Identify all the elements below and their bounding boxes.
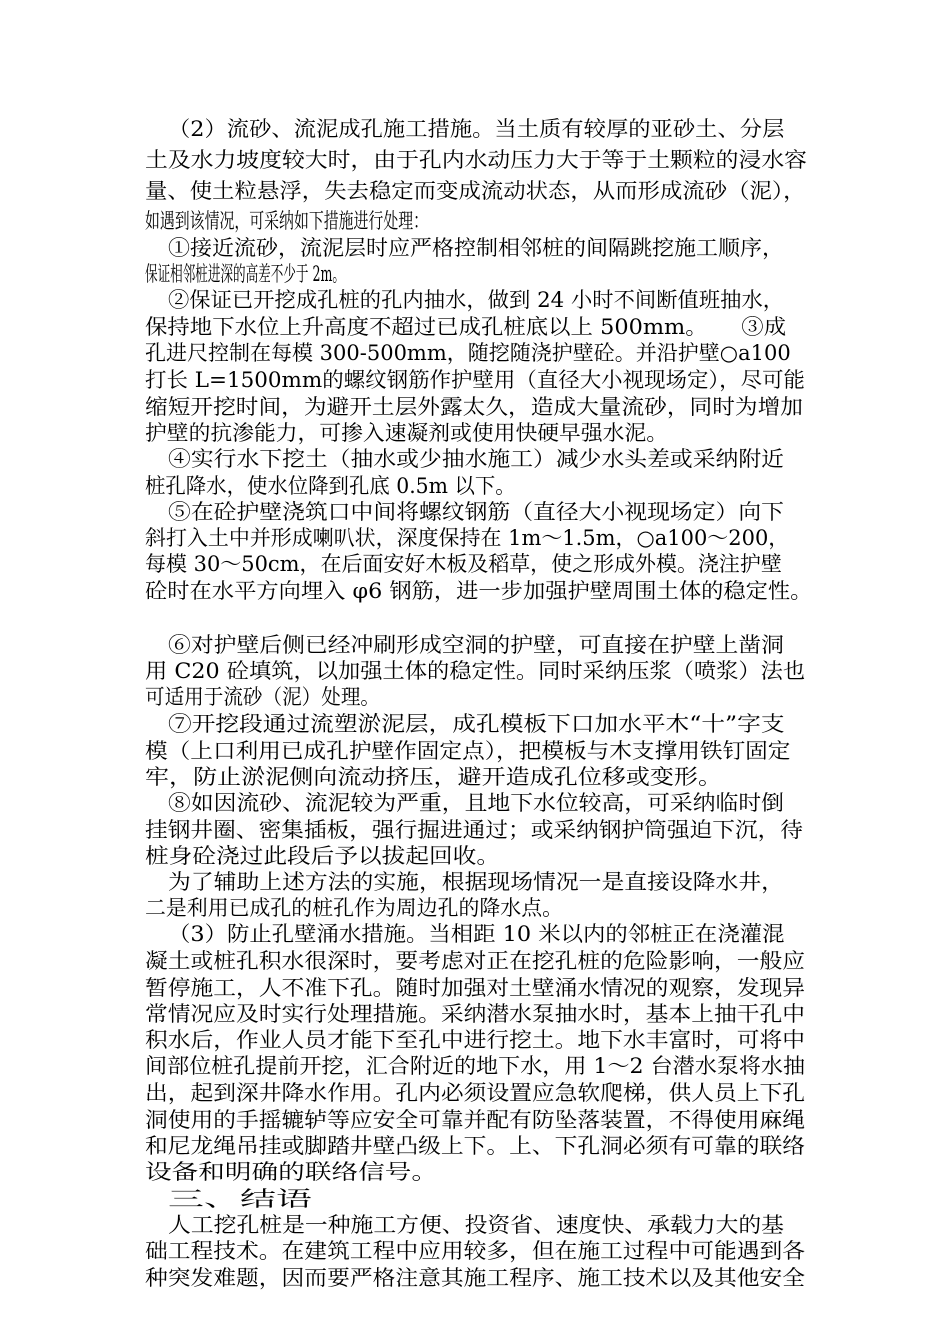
- text-line: 斜打入土中并形成喇叭状，深度保持在 1m～1.5m，○a100～200，: [145, 526, 790, 550]
- text-line: 每模 30～50cm，在后面安好木板及稻草，使之形成外模。浇注护壁: [145, 552, 782, 576]
- text-line: 积水后，作业人员才能下至孔中进行挖土。地下水丰富时，可将中: [145, 1028, 805, 1052]
- text-line: 保持地下水位上升高度不超过已成孔桩底以上 500mm。 ③成: [145, 315, 787, 339]
- text-line: 牢，防止淤泥侧向流动挤压，避开造成孔位移或变形。: [145, 765, 722, 789]
- text-line: 模（上口利用已成孔护壁作固定点），把模板与木支撑用铁钉固定: [145, 739, 791, 763]
- text-line: 缩短开挖时间，为避开土层外露太久，造成大量流砂，同时为增加: [145, 395, 803, 419]
- text-line: 桩孔降水，使水位降到孔底 0.5m 以下。: [145, 474, 516, 498]
- text-line: ②保证已开挖成孔桩的孔内抽水，做到 24 小时不间断值班抽水，: [168, 288, 785, 312]
- text-line: 可适用于流砂（泥）处理。: [145, 685, 380, 709]
- text-line: 和尼龙绳吊挂或脚踏井壁凸级上下。上、下孔洞必须有可靠的联络: [145, 1134, 805, 1158]
- text-line: ④实行水下挖土（抽水或少抽水施工）减少水头差或采纳附近: [168, 447, 784, 471]
- text-line: 如遇到该情况，可采纳如下措施进行处理：: [145, 209, 428, 233]
- text-line: 为了辅助上述方法的实施，根据现场情况一是直接设降水井，: [168, 870, 784, 894]
- text-line: （3）防止孔壁涌水措施。当相距 10 米以内的邻桩正在浇灌混: [168, 922, 785, 946]
- text-line: 桩身砼浇过此段后予以拔起回收。: [145, 844, 500, 868]
- text-line: 二是利用已成孔的桩孔作为周边孔的降水点。: [145, 896, 563, 920]
- text-line: 用 C20 砼填筑，以加强土体的稳定性。同时采纳压浆（喷浆）法也: [145, 659, 806, 683]
- text-line: 土及水力坡度较大时，由于孔内水动压力大于等于土颗粒的浸水容: [145, 148, 807, 172]
- text-line: ①接近流砂，流泥层时应严格控制相邻桩的间隔跳挖施工顺序，: [168, 236, 785, 260]
- text-line: 出，起到深井降水作用。孔内必须设置应急软爬梯，供人员上下孔: [145, 1081, 805, 1105]
- text-line: 洞使用的手摇辘轳等应安全可靠并配有防坠落装置，不得使用麻绳: [145, 1108, 805, 1132]
- text-line: 常情况应及时实行处理措施。采纳潜水泵抽水时，基本上抽干孔中: [145, 1002, 805, 1026]
- text-line: 挂钢井圈、密集插板，强行掘进通过；或采纳钢护筒强迫下沉，待: [145, 818, 803, 842]
- text-line: 砼时在水平方向埋入 φ6 钢筋，进一步加强护壁周围土体的稳定性。: [145, 579, 813, 603]
- text-line: 种突发难题，因而要严格注意其施工程序、施工技术以及其他安全: [145, 1266, 805, 1290]
- text-line: 设备和明确的联络信号。: [145, 1160, 438, 1184]
- text-line: 打长 L=1500mm的螺纹钢筋作护壁用（直径大小视现场定），尽可能: [145, 368, 805, 392]
- text-line: ⑤在砼护壁浇筑口中间将螺纹钢筋（直径大小视现场定）向下: [168, 500, 784, 524]
- text-line: 凝土或桩孔积水很深时，要考虑对正在挖孔桩的危险影响，一般应: [145, 949, 805, 973]
- text-line: ⑧如因流砂、流泥较为严重，且地下水位较高，可采纳临时倒: [168, 791, 784, 815]
- text-line: ⑦开挖段通过流塑淤泥层，成孔模板下口加水平木“十”字支: [168, 712, 785, 736]
- text-line: 础工程技术。在建筑工程中应用较多，但在施工过程中可能遇到各: [145, 1239, 805, 1263]
- text-line: 护壁的抗渗能力，可掺入速凝剂或使用快硬早强水泥。: [145, 421, 668, 445]
- text-line: ⑥对护壁后侧已经冲刷形成空洞的护壁，可直接在护壁上凿洞: [168, 633, 784, 657]
- text-line: 孔进尺控制在每模 300-500mm，随挖随浇护壁砼。并沿护壁○a100: [145, 341, 791, 365]
- text-line: （2）流砂、流泥成孔施工措施。当土质有较厚的亚砂土、分层: [168, 117, 785, 141]
- text-line: 保证相邻桩进深的高差不少于 2m。: [145, 262, 345, 286]
- text-line: 间部位桩孔提前开挖，汇合附近的地下水，用 1～2 台潜水泵将水抽: [145, 1054, 806, 1078]
- text-line: 量、使土粒悬浮，失去稳定而变成流动状态，从而形成流砂（泥），: [145, 179, 806, 203]
- text-line: 暂停施工，人不准下孔。随时加强对土壁涌水情况的观察，发现异: [145, 976, 805, 1000]
- text-line: 人工挖孔桩是一种施工方便、投资省、速度快、承载力大的基: [168, 1213, 784, 1237]
- text-line: 三、结语: [168, 1187, 312, 1211]
